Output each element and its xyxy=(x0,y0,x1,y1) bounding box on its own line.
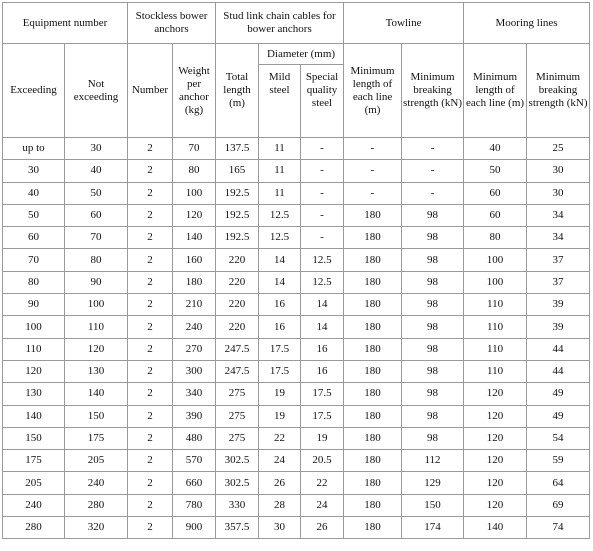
table-cell: 98 xyxy=(402,249,464,271)
equipment-table xyxy=(2,2,590,539)
table-cell: 11 xyxy=(259,138,301,160)
header-stockless-bower-anchors: Stockless bower anchors xyxy=(128,3,216,44)
table-cell: 22 xyxy=(259,427,301,449)
table-row xyxy=(3,204,590,226)
table-cell: 320 xyxy=(65,517,128,539)
table-cell: 280 xyxy=(3,517,65,539)
table-cell: 17.5 xyxy=(301,383,344,405)
table-cell: 2 xyxy=(128,517,173,539)
table-cell: 275 xyxy=(216,427,259,449)
table-cell: - xyxy=(301,227,344,249)
table-cell: 120 xyxy=(464,494,527,516)
table-cell: 74 xyxy=(527,517,590,539)
table-cell: 180 xyxy=(344,405,402,427)
table-cell: 2 xyxy=(128,427,173,449)
table-row xyxy=(3,160,590,182)
table-cell: 49 xyxy=(527,405,590,427)
header-mooring-min-breaking-strength: Minimum breaking strength (kN) xyxy=(527,44,590,138)
table-cell: 110 xyxy=(464,338,527,360)
table-row xyxy=(3,405,590,427)
table-row xyxy=(3,338,590,360)
table-cell: 220 xyxy=(216,271,259,293)
header-total-length: Total length (m) xyxy=(216,44,259,138)
table-cell: 2 xyxy=(128,271,173,293)
table-cell: 140 xyxy=(65,383,128,405)
table-cell: 357.5 xyxy=(216,517,259,539)
table-cell: 40 xyxy=(65,160,128,182)
table-cell: 2 xyxy=(128,360,173,382)
table-cell: 59 xyxy=(527,450,590,472)
table-cell: 39 xyxy=(527,294,590,316)
table-cell: 480 xyxy=(173,427,216,449)
table-cell: 49 xyxy=(527,383,590,405)
table-cell: 180 xyxy=(344,494,402,516)
table-cell: 16 xyxy=(301,338,344,360)
table-cell: 2 xyxy=(128,138,173,160)
table-cell: 30 xyxy=(527,160,590,182)
table-cell: 247.5 xyxy=(216,338,259,360)
table-cell: 240 xyxy=(65,472,128,494)
header-exceeding: Exceeding xyxy=(3,44,65,138)
table-cell: 14 xyxy=(301,294,344,316)
table-cell: 2 xyxy=(128,227,173,249)
table-row xyxy=(3,360,590,382)
table-row xyxy=(3,271,590,293)
table-cell: 120 xyxy=(3,360,65,382)
table-cell: 98 xyxy=(402,294,464,316)
table-cell: 2 xyxy=(128,316,173,338)
table-cell: - xyxy=(301,160,344,182)
table-cell: 60 xyxy=(464,182,527,204)
table-cell: 150 xyxy=(402,494,464,516)
table-cell: 40 xyxy=(3,182,65,204)
table-row xyxy=(3,383,590,405)
table-cell: 180 xyxy=(344,338,402,360)
table-cell: - xyxy=(344,160,402,182)
table-cell: 80 xyxy=(3,271,65,293)
table-cell: 2 xyxy=(128,294,173,316)
table-cell: - xyxy=(402,160,464,182)
table-cell: 12.5 xyxy=(301,249,344,271)
header-not-exceeding: Not exceeding xyxy=(65,44,128,138)
table-cell: 110 xyxy=(464,294,527,316)
table-cell: 50 xyxy=(464,160,527,182)
table-cell: 130 xyxy=(3,383,65,405)
table-cell: 110 xyxy=(464,360,527,382)
table-cell: 2 xyxy=(128,405,173,427)
table-cell: 120 xyxy=(464,405,527,427)
header-special-quality-steel: Special quality steel xyxy=(301,65,344,138)
table-cell: 44 xyxy=(527,360,590,382)
table-cell: 180 xyxy=(344,316,402,338)
table-cell: 98 xyxy=(402,271,464,293)
table-cell: 26 xyxy=(301,517,344,539)
table-cell: 120 xyxy=(173,204,216,226)
table-cell: 64 xyxy=(527,472,590,494)
table-cell: 12.5 xyxy=(259,227,301,249)
header-weight-per-anchor: Weight per anchor (kg) xyxy=(173,44,216,138)
table-cell: 140 xyxy=(3,405,65,427)
table-body xyxy=(3,138,590,539)
table-cell: 180 xyxy=(344,227,402,249)
table-cell: 570 xyxy=(173,450,216,472)
table-cell: - xyxy=(344,138,402,160)
table-cell: 280 xyxy=(65,494,128,516)
table-cell: 2 xyxy=(128,383,173,405)
table-cell: 205 xyxy=(3,472,65,494)
table-row xyxy=(3,182,590,204)
table-row xyxy=(3,316,590,338)
table-cell: 98 xyxy=(402,316,464,338)
table-cell: - xyxy=(301,138,344,160)
table-cell: 60 xyxy=(464,204,527,226)
table-cell: 247.5 xyxy=(216,360,259,382)
table-cell: 220 xyxy=(216,294,259,316)
table-cell: up to xyxy=(3,138,65,160)
table-cell: 180 xyxy=(344,472,402,494)
table-cell: 11 xyxy=(259,182,301,204)
table-row xyxy=(3,138,590,160)
table-cell: 30 xyxy=(3,160,65,182)
table-cell: 44 xyxy=(527,338,590,360)
table-cell: 220 xyxy=(216,316,259,338)
table-cell: 26 xyxy=(259,472,301,494)
table-cell: 330 xyxy=(216,494,259,516)
table-cell: 16 xyxy=(301,360,344,382)
table-cell: 192.5 xyxy=(216,227,259,249)
table-cell: 50 xyxy=(3,204,65,226)
table-cell: 150 xyxy=(65,405,128,427)
table-cell: - xyxy=(344,182,402,204)
table-cell: 100 xyxy=(464,249,527,271)
table-cell: 180 xyxy=(344,383,402,405)
table-cell: - xyxy=(402,138,464,160)
table-cell: 140 xyxy=(173,227,216,249)
header-towline-min-length: Minimum length of each line (m) xyxy=(344,44,402,138)
header-diameter: Diameter (mm) xyxy=(259,44,344,65)
table-cell: 110 xyxy=(65,316,128,338)
table-cell: 98 xyxy=(402,204,464,226)
table-cell: 80 xyxy=(464,227,527,249)
table-cell: - xyxy=(301,182,344,204)
table-cell: 174 xyxy=(402,517,464,539)
table-cell: 2 xyxy=(128,204,173,226)
table-cell: 28 xyxy=(259,494,301,516)
table-cell: - xyxy=(402,182,464,204)
table-cell: 220 xyxy=(216,249,259,271)
table-cell: 17.5 xyxy=(259,338,301,360)
table-cell: 660 xyxy=(173,472,216,494)
table-cell: 192.5 xyxy=(216,182,259,204)
table-cell: 240 xyxy=(173,316,216,338)
table-cell: 100 xyxy=(173,182,216,204)
table-cell: 175 xyxy=(3,450,65,472)
table-cell: 120 xyxy=(464,450,527,472)
table-row xyxy=(3,472,590,494)
table-row xyxy=(3,450,590,472)
table-cell: 54 xyxy=(527,427,590,449)
table-cell: 98 xyxy=(402,383,464,405)
table-header xyxy=(3,3,590,138)
table-cell: 180 xyxy=(344,427,402,449)
table-cell: 30 xyxy=(259,517,301,539)
table-cell: 30 xyxy=(527,182,590,204)
table-cell: 70 xyxy=(65,227,128,249)
table-cell: 14 xyxy=(259,249,301,271)
table-cell: 12.5 xyxy=(301,271,344,293)
header-row-sub xyxy=(3,44,590,65)
table-cell: 19 xyxy=(259,405,301,427)
table-cell: 2 xyxy=(128,249,173,271)
table-row xyxy=(3,227,590,249)
table-cell: 60 xyxy=(3,227,65,249)
table-cell: 110 xyxy=(464,316,527,338)
table-cell: 270 xyxy=(173,338,216,360)
table-cell: 120 xyxy=(464,472,527,494)
table-cell: 180 xyxy=(344,249,402,271)
table-cell: 17.5 xyxy=(301,405,344,427)
header-mooring-min-length: Minimum length of each line (m) xyxy=(464,44,527,138)
table-cell: 180 xyxy=(344,294,402,316)
table-cell: 22 xyxy=(301,472,344,494)
table-cell: 50 xyxy=(65,182,128,204)
table-cell: 39 xyxy=(527,316,590,338)
table-cell: 98 xyxy=(402,360,464,382)
table-row xyxy=(3,494,590,516)
table-cell: 120 xyxy=(65,338,128,360)
table-cell: 98 xyxy=(402,227,464,249)
table-cell: 275 xyxy=(216,405,259,427)
table-cell: 98 xyxy=(402,405,464,427)
table-cell: 165 xyxy=(216,160,259,182)
table-cell: 17.5 xyxy=(259,360,301,382)
table-cell: 137.5 xyxy=(216,138,259,160)
table-cell: 302.5 xyxy=(216,472,259,494)
table-cell: 34 xyxy=(527,204,590,226)
table-cell: 175 xyxy=(65,427,128,449)
header-towline: Towline xyxy=(344,3,464,44)
table-cell: 100 xyxy=(65,294,128,316)
table-cell: 2 xyxy=(128,494,173,516)
table-cell: 24 xyxy=(301,494,344,516)
table-cell: 16 xyxy=(259,316,301,338)
table-cell: 12.5 xyxy=(259,204,301,226)
table-cell: 98 xyxy=(402,427,464,449)
table-cell: 140 xyxy=(464,517,527,539)
table-cell: 160 xyxy=(173,249,216,271)
table-cell: 90 xyxy=(3,294,65,316)
table-cell: 37 xyxy=(527,271,590,293)
table-cell: 90 xyxy=(65,271,128,293)
table-cell: 30 xyxy=(65,138,128,160)
table-cell: 180 xyxy=(344,450,402,472)
table-cell: 69 xyxy=(527,494,590,516)
table-cell: 180 xyxy=(344,360,402,382)
table-cell: 100 xyxy=(464,271,527,293)
table-cell: 37 xyxy=(527,249,590,271)
table-cell: 110 xyxy=(3,338,65,360)
table-cell: 112 xyxy=(402,450,464,472)
table-cell: 180 xyxy=(173,271,216,293)
header-stud-link-chain-cables: Stud link chain cables for bower anchors xyxy=(216,3,344,44)
table-cell: 240 xyxy=(3,494,65,516)
table-cell: 340 xyxy=(173,383,216,405)
table-cell: 16 xyxy=(259,294,301,316)
table-cell: 70 xyxy=(3,249,65,271)
table-cell: 300 xyxy=(173,360,216,382)
table-cell: 900 xyxy=(173,517,216,539)
table-cell: 34 xyxy=(527,227,590,249)
table-cell: 2 xyxy=(128,472,173,494)
table-cell: 120 xyxy=(464,427,527,449)
table-cell: 98 xyxy=(402,338,464,360)
table-cell: 180 xyxy=(344,204,402,226)
header-mooring-lines: Mooring lines xyxy=(464,3,590,44)
table-row xyxy=(3,249,590,271)
header-equipment-number: Equipment number xyxy=(3,3,128,44)
table-cell: 100 xyxy=(3,316,65,338)
table-row xyxy=(3,427,590,449)
equipment-table-container xyxy=(2,2,590,539)
table-cell: 780 xyxy=(173,494,216,516)
table-cell: 19 xyxy=(301,427,344,449)
table-cell: 14 xyxy=(259,271,301,293)
table-cell: 2 xyxy=(128,450,173,472)
table-cell: 150 xyxy=(3,427,65,449)
table-cell: 2 xyxy=(128,338,173,360)
table-cell: 70 xyxy=(173,138,216,160)
header-towline-min-breaking-strength: Minimum breaking strength (kN) xyxy=(402,44,464,138)
table-cell: 80 xyxy=(173,160,216,182)
table-row xyxy=(3,517,590,539)
table-cell: 80 xyxy=(65,249,128,271)
table-cell: - xyxy=(301,204,344,226)
table-cell: 19 xyxy=(259,383,301,405)
table-cell: 25 xyxy=(527,138,590,160)
table-cell: 2 xyxy=(128,160,173,182)
table-cell: 205 xyxy=(65,450,128,472)
table-cell: 24 xyxy=(259,450,301,472)
header-mild-steel: Mild steel xyxy=(259,65,301,138)
table-cell: 40 xyxy=(464,138,527,160)
header-number: Number xyxy=(128,44,173,138)
table-cell: 129 xyxy=(402,472,464,494)
table-cell: 192.5 xyxy=(216,204,259,226)
table-cell: 210 xyxy=(173,294,216,316)
table-cell: 390 xyxy=(173,405,216,427)
table-row xyxy=(3,294,590,316)
table-cell: 180 xyxy=(344,271,402,293)
table-cell: 120 xyxy=(464,383,527,405)
table-cell: 11 xyxy=(259,160,301,182)
table-cell: 2 xyxy=(128,182,173,204)
table-cell: 180 xyxy=(344,517,402,539)
table-cell: 60 xyxy=(65,204,128,226)
header-row-groups xyxy=(3,3,590,44)
table-cell: 20.5 xyxy=(301,450,344,472)
table-cell: 130 xyxy=(65,360,128,382)
table-cell: 275 xyxy=(216,383,259,405)
table-cell: 302.5 xyxy=(216,450,259,472)
table-cell: 14 xyxy=(301,316,344,338)
